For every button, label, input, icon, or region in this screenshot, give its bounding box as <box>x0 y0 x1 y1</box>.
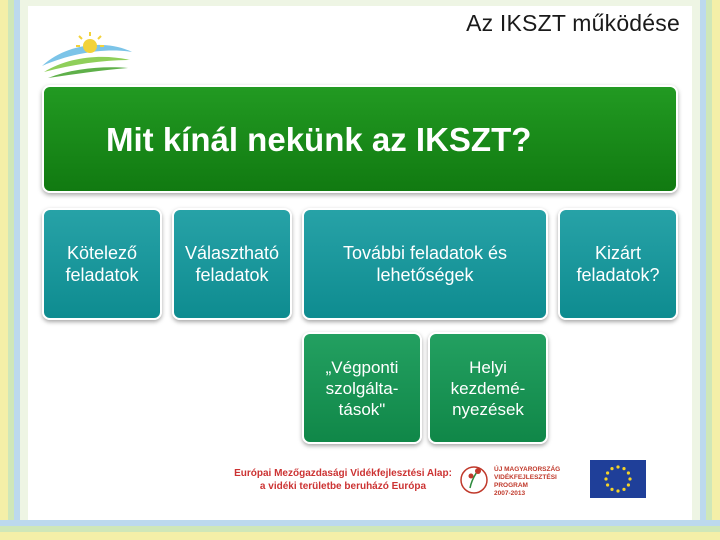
umvp-line1: ÚJ MAGYARORSZÁG <box>494 466 561 473</box>
umvp-years: 2007-2013 <box>494 490 526 497</box>
umvp-line2: VIDÉKFEJLESZTÉSI PROGRAM <box>494 474 557 489</box>
umvp-caption <box>494 466 584 498</box>
frame-stripe <box>0 0 8 540</box>
eafrd-line1: Európai Mezőgazdasági Vidékfejlesztési Alap: <box>234 468 452 479</box>
frame-stripe <box>20 0 28 540</box>
box-optional-tasks[interactable] <box>172 208 292 320</box>
box-local-initiatives[interactable] <box>428 332 548 444</box>
box-mandatory-tasks[interactable] <box>42 208 162 320</box>
page-title: Az IKSZT működése <box>466 10 680 36</box>
box-label: Választható feladatok <box>184 243 280 285</box>
eafrd-caption <box>228 467 458 493</box>
frame-stripe <box>692 0 700 540</box>
frame-stripe <box>0 0 720 6</box>
box-label: További feladatok és lehetőségek <box>342 243 508 285</box>
box-label: Kizárt feladatok? <box>576 243 660 285</box>
frame-stripe <box>700 0 706 540</box>
frame-stripe <box>712 0 720 540</box>
banner-title: Mit kínál nekünk az IKSZT? <box>106 121 532 158</box>
box-label: Helyi kezdemé- nyezések <box>450 357 526 419</box>
frame-stripe <box>0 532 720 540</box>
box-excluded-tasks[interactable] <box>558 208 678 320</box>
frame-stripe <box>706 0 712 540</box>
box-further-tasks[interactable] <box>302 208 548 320</box>
sun-landscape-logo-icon <box>38 22 134 82</box>
main-banner <box>42 85 678 193</box>
box-label: Kötelező feladatok <box>65 243 139 285</box>
box-endpoint-services[interactable] <box>302 332 422 444</box>
box-label: „Végponti szolgálta- tások" <box>325 357 399 419</box>
eu-flag-icon <box>590 460 646 498</box>
eafrd-line2: a vidéki területbe beruházó Európa <box>259 481 427 492</box>
